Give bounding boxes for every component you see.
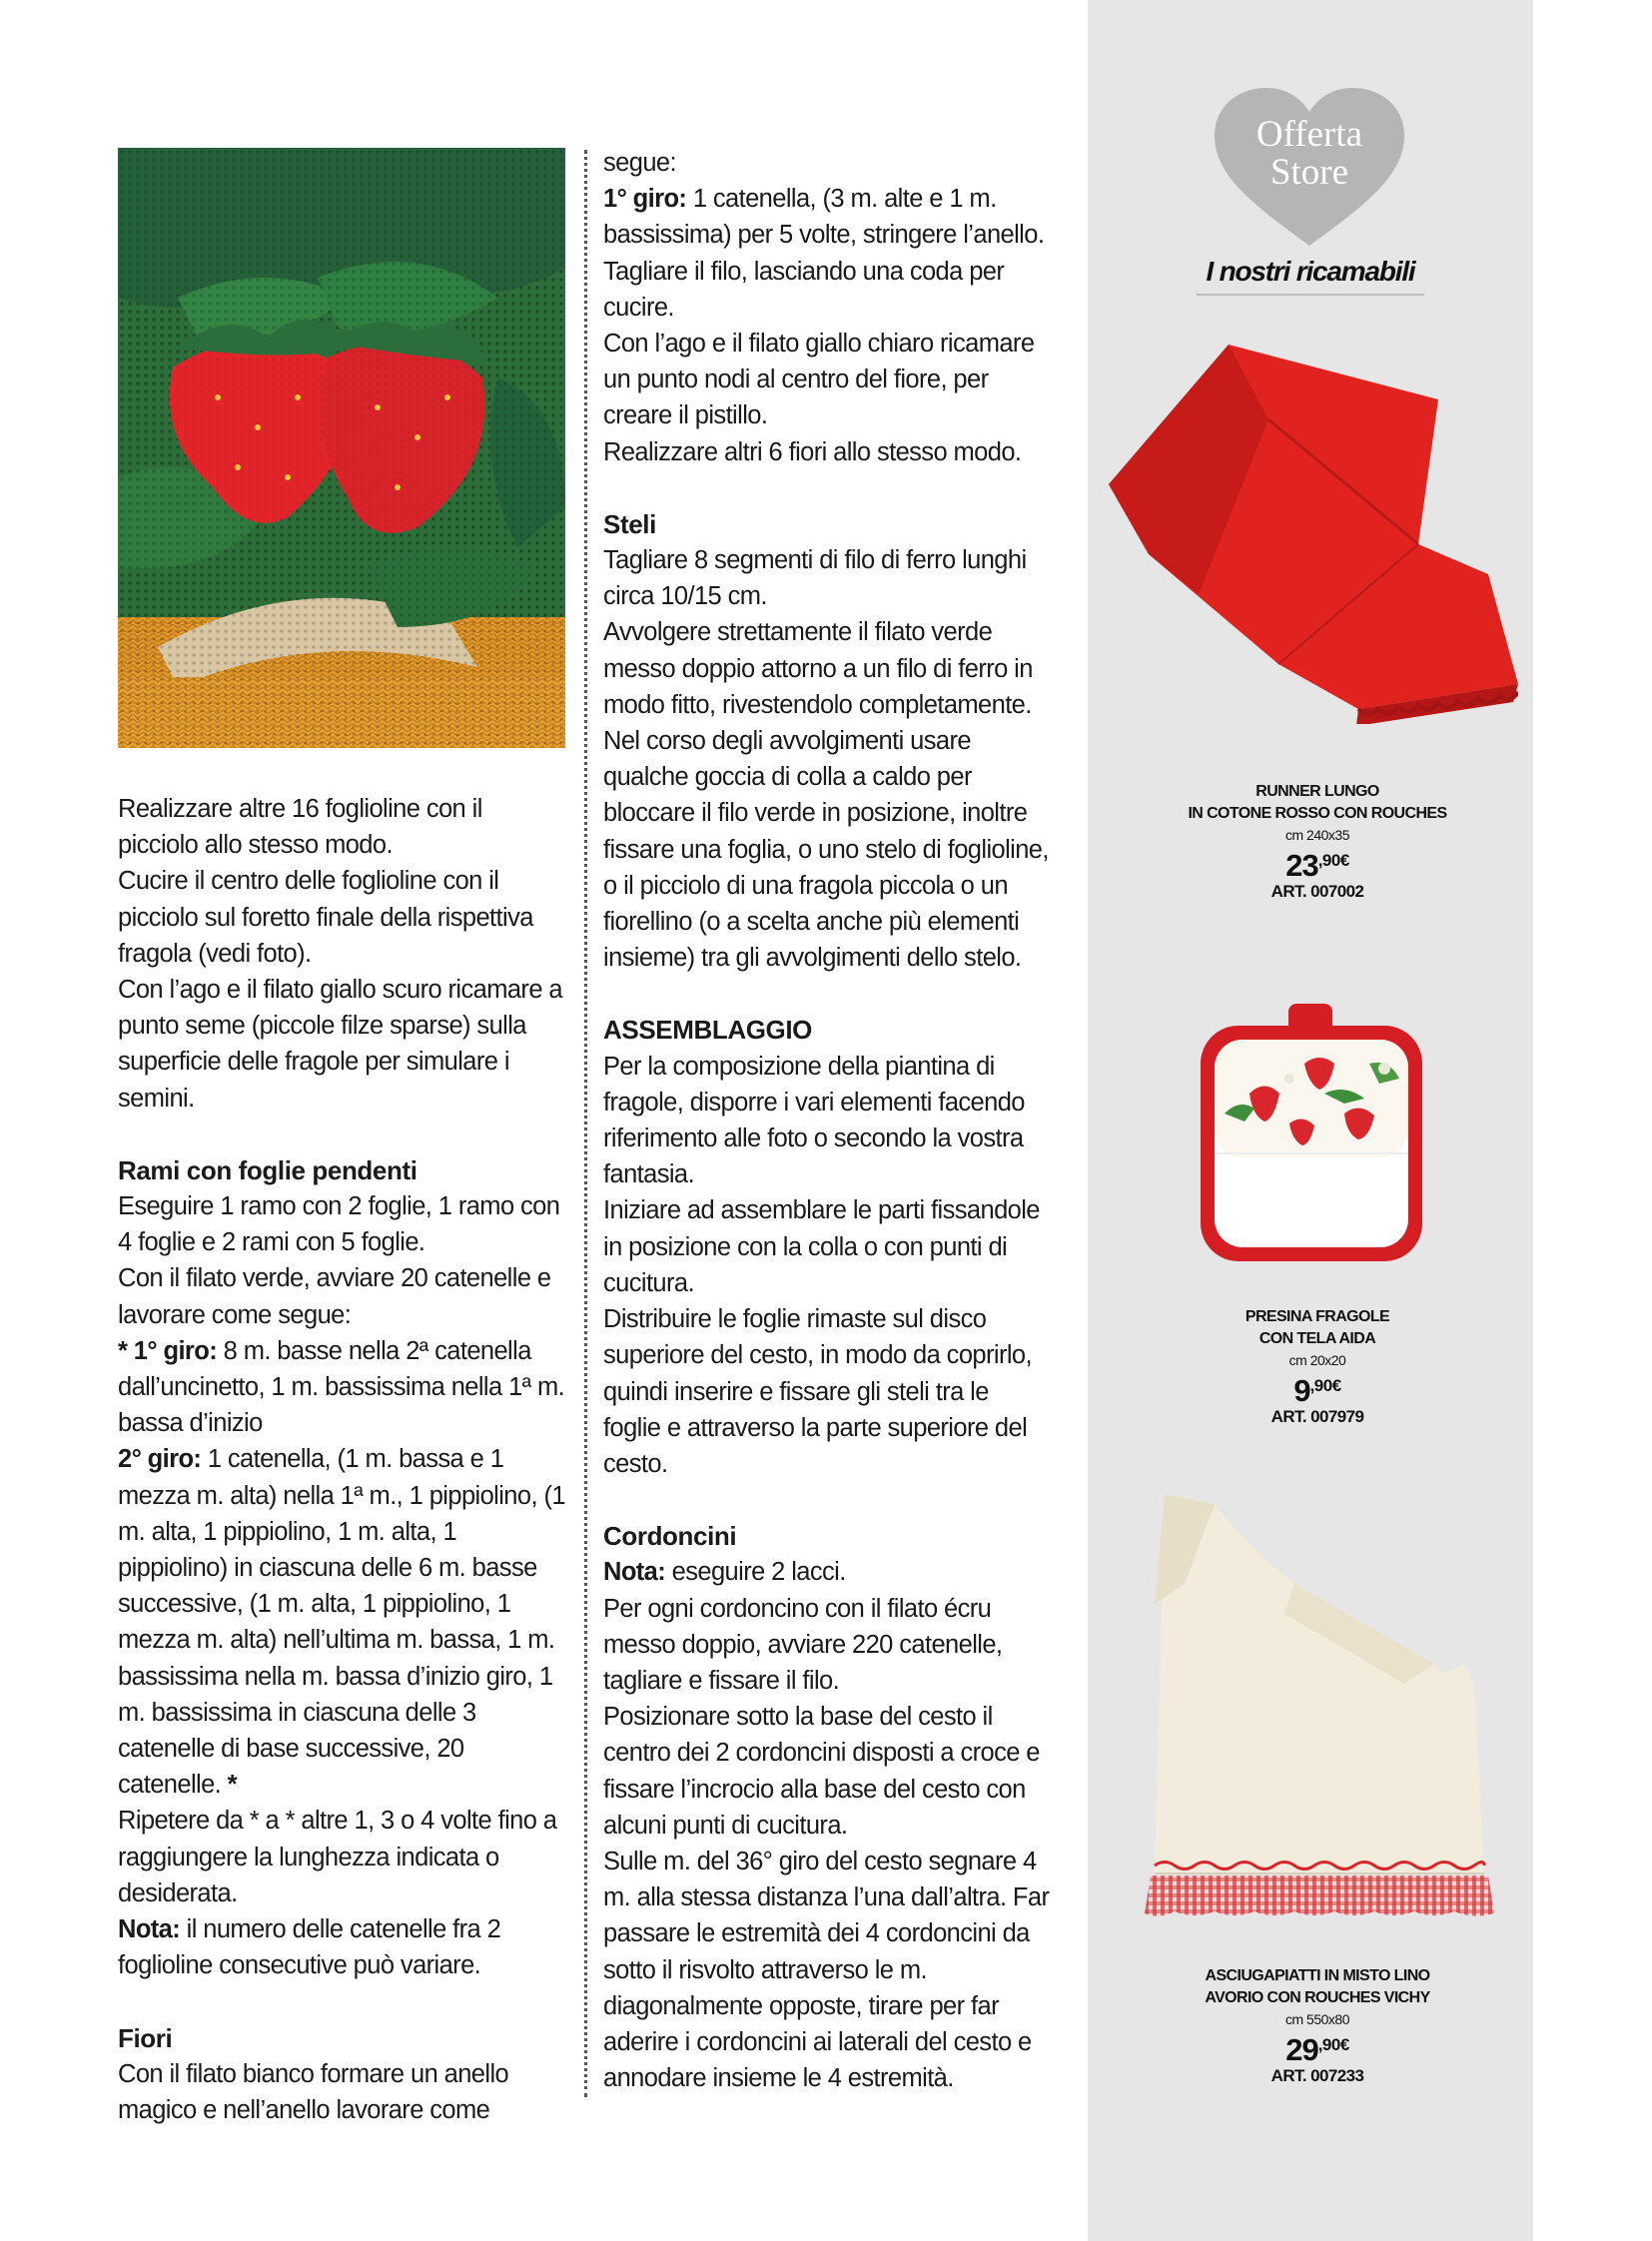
badge-line: Offerta — [1255, 114, 1363, 155]
paragraph: Cucire il centro delle foglioline con il picciolo sul foretto finale della rispettiva fragola (vedi foto). — [118, 867, 533, 968]
product-info-tea-towel — [1168, 1965, 1467, 2086]
giro-label: 1° giro: — [603, 185, 687, 214]
giro-label: 2° giro: — [118, 1445, 202, 1474]
product-size: cm 20x20 — [1288, 1352, 1346, 1368]
paragraph-nota — [118, 1911, 565, 1983]
paragraph-giro2 — [118, 1441, 565, 1803]
giro-label: * 1° giro: — [118, 1336, 218, 1365]
potholder-product-image[interactable] — [1195, 1004, 1428, 1265]
runner-product-image[interactable] — [1109, 325, 1518, 724]
giro-text: 1 catenella, (1 m. bassa e 1 mezza m. alta) nella 1ª m., 1 pippiolino, (1 m. alta, 1 pippiolino, 1 m. alta, 1 pippiolino) in ciascuna delle 6 m. basse successive, (1 m. alta, 1 pippiolino, 1 mezza m. alta) nell’ultima m. bassa, 1 m. bassissima nella m. bassa d’inizio giro, 1 m. bassissima in ciascuna delle 3 catenelle di base successive, 20 catenelle. — [118, 1445, 565, 1800]
paragraph: Con l’ago e il filato giallo scuro ricamare a punto seme (piccole filze sparse) sulla superficie delle fragole per simulare i semini. — [118, 976, 562, 1113]
column-separator — [584, 150, 587, 2097]
paragraph-giro1 — [603, 181, 1051, 326]
paragraph: Per la composizione della piantina di fragole, disporre i vari elementi facendo riferimento alle foto o secondo la vostra fantasia. — [603, 1052, 1025, 1189]
strawberry-illustration — [118, 148, 565, 748]
paragraph: Con il filato bianco formare un anello magico e nell’anello lavorare come — [118, 2059, 509, 2124]
strawberry-photo — [118, 148, 565, 748]
paragraph: Distribuire le foglie rimaste sul disco superiore del cesto, in modo da coprirlo, quindi inserire e fissare gli steli tra le foglie e attraverso la parte superiore del cesto. — [603, 1305, 1032, 1478]
nota-text: eseguire 2 lacci. — [665, 1558, 846, 1587]
paragraph-nota — [603, 1554, 1051, 1590]
product-size: cm 550x80 — [1285, 2011, 1349, 2027]
product-size: cm 240x35 — [1285, 827, 1349, 843]
product-name: CON TELA AIDA — [1258, 1330, 1376, 1347]
section-heading-cordoncini: Cordoncini — [603, 1521, 737, 1552]
paragraph: Eseguire 1 ramo con 2 foglie, 1 ramo con 4 foglie e 2 rami con 5 foglie. — [118, 1192, 560, 1257]
product-name: ASCIUGAPIATTI IN MISTO LINO — [1205, 1967, 1430, 1984]
product-code: ART. 007979 — [1270, 1407, 1364, 1426]
paragraph-giro1 — [118, 1333, 565, 1442]
paragraph: Posizionare sotto la base del cesto il centro dei 2 cordoncini disposti a croce e fissare l’incrocio alla base del cesto con alcuni punti di cucitura. — [603, 1703, 1040, 1840]
paragraph: Avvolgere strettamente il filato verde messo doppio attorno a un filo di ferro in modo fitto, rivestendolo completamente. Nel corso degli avvolgimenti usare qualche goccia di colla a caldo per bloccare il filo verde in posizione, inoltre fissare una foglia, o uno stelo di foglioline, o il picciolo di una fragola piccola o un fiorellino (o a scelta anche più elementi insieme) tra gli avvolgimenti dello stelo. — [603, 618, 1049, 973]
giro-text: 1 catenella, (3 m. alte e 1 m. bassissima) per 5 volte, stringere l’anello. Tagliare il filo, lasciando una coda per cucire. — [603, 185, 1045, 322]
product-price: $29^{,90€}$ — [1285, 2032, 1349, 2067]
badge-line: Store — [1269, 152, 1349, 193]
text-column-right — [603, 145, 1051, 2096]
offer-badge-text — [1215, 116, 1404, 192]
paragraph: Realizzare altre 16 foglioline con il picciolo allo stesso modo. — [118, 795, 482, 860]
paragraph: Iniziare ad assemblare le parti fissandole in posizione con la colla o con punti di cucitura. — [603, 1196, 1040, 1297]
paragraph: Con l’ago e il filato giallo chiaro ricamare un punto nodi al centro del fiore, per creare il pistillo. — [603, 330, 1035, 430]
product-code: ART. 007233 — [1270, 2066, 1364, 2085]
paragraph: segue: — [603, 149, 676, 177]
product-name: AVORIO CON ROUCHES VICHY — [1205, 1989, 1430, 2006]
star-marker: * — [221, 1771, 237, 1800]
nota-label: Nota: — [603, 1558, 666, 1587]
product-info-potholder — [1168, 1306, 1467, 1427]
section-heading-rami: Rami con foglie pendenti — [118, 1154, 417, 1185]
product-name: IN COTONE ROSSO CON ROUCHES — [1188, 805, 1447, 822]
paragraph: Con il filato verde, avviare 20 catenelle e lavorare come segue: — [118, 1264, 551, 1329]
paragraph: Sulle m. del 36° giro del cesto segnare 4 m. alla stessa distanza l’una dall’altra. Far passare le estremità dei 4 cordoncini da sotto il risvolto attraverso le m. diagonalmente opposte, tirare per far aderire i cordoncini ai laterali del cesto e annodare insieme le 4 estremità. — [603, 1847, 1050, 2093]
paragraph: Realizzare altri 6 fiori allo stesso modo. — [603, 437, 1022, 466]
product-info-runner — [1168, 781, 1467, 902]
tea-towel-product-image[interactable] — [1145, 1494, 1494, 1919]
nota-label: Nota: — [118, 1915, 181, 1944]
product-price: $9^{,90€}$ — [1293, 1373, 1341, 1408]
sidebar-title: I nostri ricamabili — [1197, 256, 1424, 296]
product-code: ART. 007002 — [1270, 882, 1364, 901]
section-heading-assemblaggio: ASSEMBLAGGIO — [603, 1015, 812, 1046]
section-heading-fiori: Fiori — [118, 2022, 173, 2053]
nota-text: il numero delle catenelle fra 2 foglioline consecutive può variare. — [118, 1915, 501, 1980]
text-column-left — [118, 791, 565, 2128]
paragraph: Tagliare 8 segmenti di filo di ferro lunghi circa 10/15 cm. — [603, 546, 1027, 611]
product-name: PRESINA FRAGOLE — [1244, 1308, 1390, 1325]
giro-text: 8 m. basse nella 2ª catenella dall’uncinetto, 1 m. bassissima nella 1ª m. bassa d’inizio — [118, 1336, 565, 1438]
product-price: $23^{,90€}$ — [1285, 848, 1349, 883]
paragraph: Ripetere da * a * altre 1, 3 o 4 volte fino a raggiungere la lunghezza indicata o desiderata. — [118, 1807, 557, 1907]
section-heading-steli: Steli — [603, 508, 656, 539]
paragraph: Per ogni cordoncino con il filato écru messo doppio, avviare 220 catenelle, tagliare e fissare il filo. — [603, 1594, 1003, 1695]
product-name: RUNNER LUNGO — [1255, 783, 1379, 800]
